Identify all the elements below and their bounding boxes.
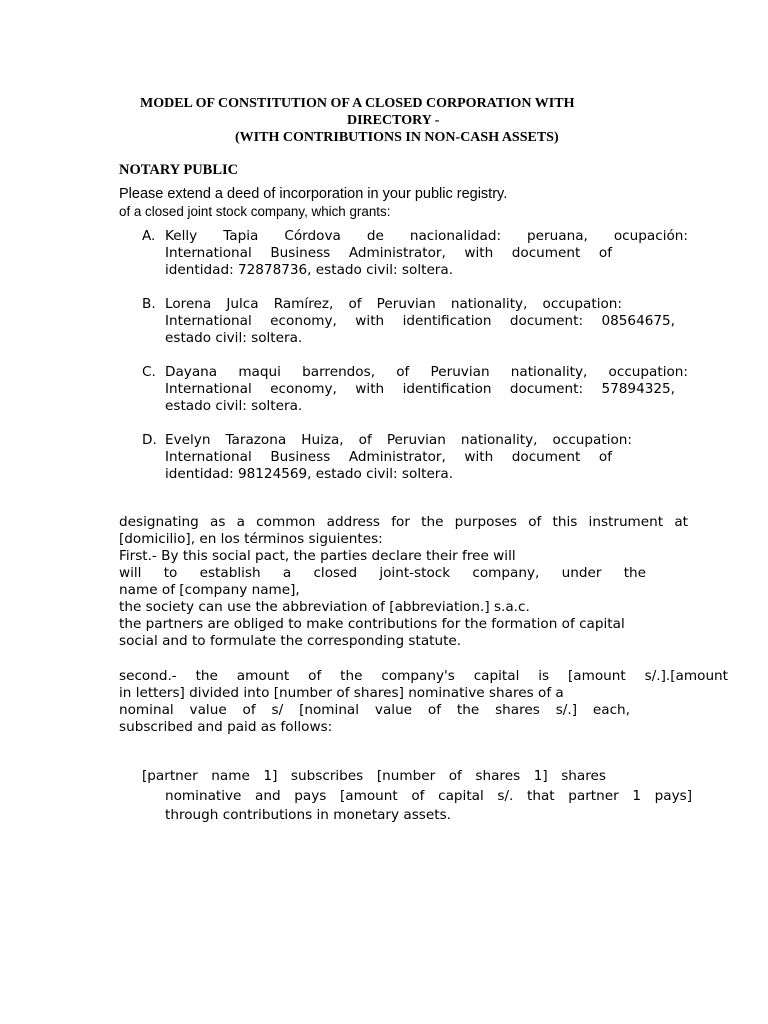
clause-line: designating as a common address for the purposes of this instrument at [119, 514, 688, 530]
grantor-line: International economy, with identification document: 57894325, [165, 381, 675, 397]
grantor-text [165, 296, 688, 347]
intro-line-2: of a closed joint stock company, which grants: [119, 204, 391, 219]
grantor-line: estado civil: soltera. [165, 398, 303, 414]
grantor-line: Lorena Julca Ramírez, of Peruvian nationality, occupation: [165, 296, 622, 312]
clause-line: nominal value of s/ [nominal value of the shares s/.] each, [119, 702, 630, 718]
intro-line-1: Please extend a deed of incorporation in your public registry. [119, 186, 508, 202]
grantor-text [165, 364, 688, 415]
document-title-line-1: MODEL OF CONSTITUTION OF A CLOSED CORPORATION WITH [140, 96, 575, 111]
grantor-line: identidad: 72878736, estado civil: soltera. [165, 262, 454, 278]
list-marker: D. [142, 432, 157, 448]
clause-line: subscribed and paid as follows: [119, 719, 333, 735]
clause-line: name of [company name], [119, 582, 300, 598]
clause-line: second.- the amount of the company's capital is [amount s/.].[amount [119, 668, 728, 684]
partner-line: nominative and pays [amount of capital s/. that partner 1 pays] [165, 788, 692, 804]
grantor-line: estado civil: soltera. [165, 330, 303, 346]
grantor-line: International Business Administrator, with document of [165, 449, 612, 465]
document-title-line-2: DIRECTORY - [347, 113, 440, 128]
partner-line: [partner name 1] subscribes [number of shares 1] shares [142, 768, 606, 784]
grantor-line: International economy, with identification document: 08564675, [165, 313, 675, 329]
grantor-line: Kelly Tapia Córdova de nacionalidad: peruana, ocupación: [165, 228, 688, 244]
grantor-line: Evelyn Tarazona Huiza, of Peruvian nationality, occupation: [165, 432, 632, 448]
grantor-line: International Business Administrator, with document of [165, 245, 612, 261]
grantor-line: identidad: 98124569, estado civil: soltera. [165, 466, 454, 482]
clause-line: the partners are obliged to make contributions for the formation of capital [119, 616, 625, 632]
list-marker: C. [142, 364, 156, 380]
clause-line: social and to formulate the corresponding statute. [119, 633, 462, 649]
notary-public-heading: NOTARY PUBLIC [119, 162, 239, 178]
clause-line: [domicilio], en los términos siguientes: [119, 531, 383, 547]
clause-line: will to establish a closed joint-stock company, under the [119, 565, 646, 581]
partner-line: through contributions in monetary assets. [165, 807, 451, 823]
clause-line: First.- By this social pact, the parties declare their free will [119, 548, 516, 564]
grantor-text [165, 228, 688, 279]
grantor-line: Dayana maqui barrendos, of Peruvian nationality, occupation: [165, 364, 688, 380]
clause-line: in letters] divided into [number of shares] nominative shares of a [119, 685, 564, 701]
grantor-text [165, 432, 688, 483]
list-marker: B. [142, 296, 156, 312]
clause-line: the society can use the abbreviation of [abbreviation.] s.a.c. [119, 599, 530, 615]
document-title-line-3: (WITH CONTRIBUTIONS IN NON-CASH ASSETS) [235, 130, 559, 145]
list-marker: A. [142, 228, 156, 244]
